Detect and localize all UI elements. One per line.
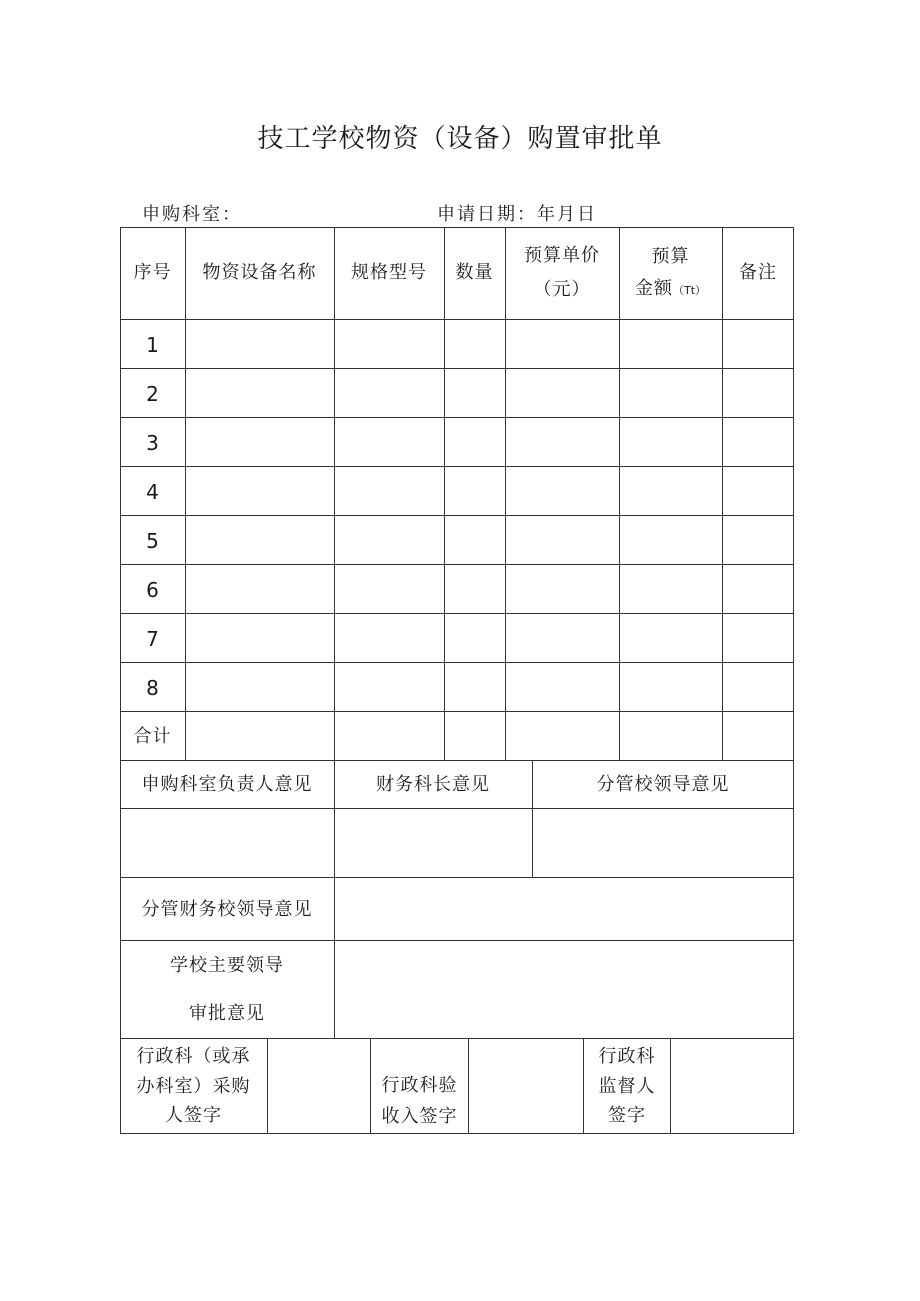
- grid-line: [120, 711, 794, 712]
- principal-opinion-line1: 学校主要领导: [170, 955, 284, 977]
- header-unit-price: [505, 227, 619, 319]
- header-unit-price-line2: （元）: [533, 279, 591, 300]
- row-number: 2: [146, 381, 159, 406]
- header-amount-line1: 预算: [651, 246, 690, 268]
- finance-chief-opinion-label: 财务科长意见: [376, 774, 490, 796]
- grid-line: [185, 227, 186, 761]
- grid-line: [532, 760, 533, 878]
- total-label: 合计: [133, 725, 172, 747]
- purchaser-line3: 人签字: [165, 1105, 222, 1127]
- supervisor-signature-label: [584, 1039, 670, 1134]
- grid-line: [444, 227, 445, 761]
- supervisor-line1: 行政科: [598, 1045, 656, 1067]
- grid-line: [120, 417, 794, 418]
- header-spec: 规格型号: [351, 262, 427, 284]
- grid-line: [120, 1038, 794, 1039]
- grid-line: [120, 319, 794, 320]
- row-number: 8: [146, 675, 159, 700]
- row-number: 7: [146, 626, 159, 651]
- date-label: 申请日期：年月日: [437, 204, 597, 225]
- grid-line: [120, 227, 121, 1134]
- grid-line: [120, 564, 794, 565]
- grid-line: [120, 227, 794, 228]
- grid-line: [120, 368, 794, 369]
- grid-line: [120, 877, 794, 878]
- purchaser-line1: 行政科（或承: [136, 1045, 251, 1067]
- finance-leader-opinion-label: 分管财务校领导意见: [141, 898, 313, 920]
- acceptance-signature-label: [371, 1070, 468, 1134]
- row-number: 6: [146, 577, 159, 602]
- grid-line: [619, 227, 620, 761]
- supervisor-line3: 签字: [608, 1105, 646, 1127]
- header-remark: 备注: [739, 262, 777, 284]
- row-number: 5: [146, 528, 159, 553]
- school-leader-opinion-label: 分管校领导意见: [596, 774, 730, 796]
- header-amount: [619, 227, 722, 319]
- grid-line: [722, 227, 723, 761]
- header-amount-line2: 金额: [634, 278, 673, 299]
- grid-line: [120, 662, 794, 663]
- purchaser-line2: 办科室）采购: [136, 1075, 251, 1097]
- purchaser-signature-label: [120, 1039, 267, 1134]
- supervisor-line2: 监督人: [598, 1075, 656, 1097]
- acceptance-line2: 收入签字: [381, 1106, 458, 1127]
- grid-line: [267, 1038, 268, 1134]
- row-number: 4: [146, 479, 159, 504]
- header-amount-unit: （Tt）: [672, 284, 707, 297]
- header-name: 物资设备名称: [202, 262, 317, 284]
- grid-line: [793, 227, 794, 1134]
- grid-line: [120, 466, 794, 467]
- header-unit-price-line1: 预算单价: [524, 245, 600, 267]
- grid-line: [670, 1038, 671, 1134]
- row-number: 3: [146, 430, 159, 455]
- grid-line: [583, 1038, 584, 1134]
- grid-line: [468, 1038, 469, 1134]
- principal-opinion-line2: 审批意见: [189, 1003, 265, 1024]
- grid-line: [120, 760, 794, 761]
- grid-line: [370, 1038, 371, 1134]
- grid-line: [120, 940, 794, 941]
- form-title: 技工学校物资（设备）购置审批单: [257, 124, 663, 154]
- header-qty: 数量: [455, 262, 494, 284]
- dept-head-opinion-label: 申购科室负责人意见: [141, 774, 313, 796]
- dept-label: 申购科室：: [142, 204, 242, 225]
- row-number: 1: [146, 332, 159, 357]
- grid-line: [120, 1133, 794, 1134]
- grid-line: [120, 515, 794, 516]
- grid-line: [505, 227, 506, 761]
- grid-line: [120, 808, 794, 809]
- header-seq: 序号: [133, 262, 172, 284]
- grid-line: [120, 613, 794, 614]
- principal-opinion-label: [120, 941, 334, 1039]
- acceptance-line1: 行政科验: [381, 1075, 458, 1097]
- grid-line: [334, 227, 335, 1039]
